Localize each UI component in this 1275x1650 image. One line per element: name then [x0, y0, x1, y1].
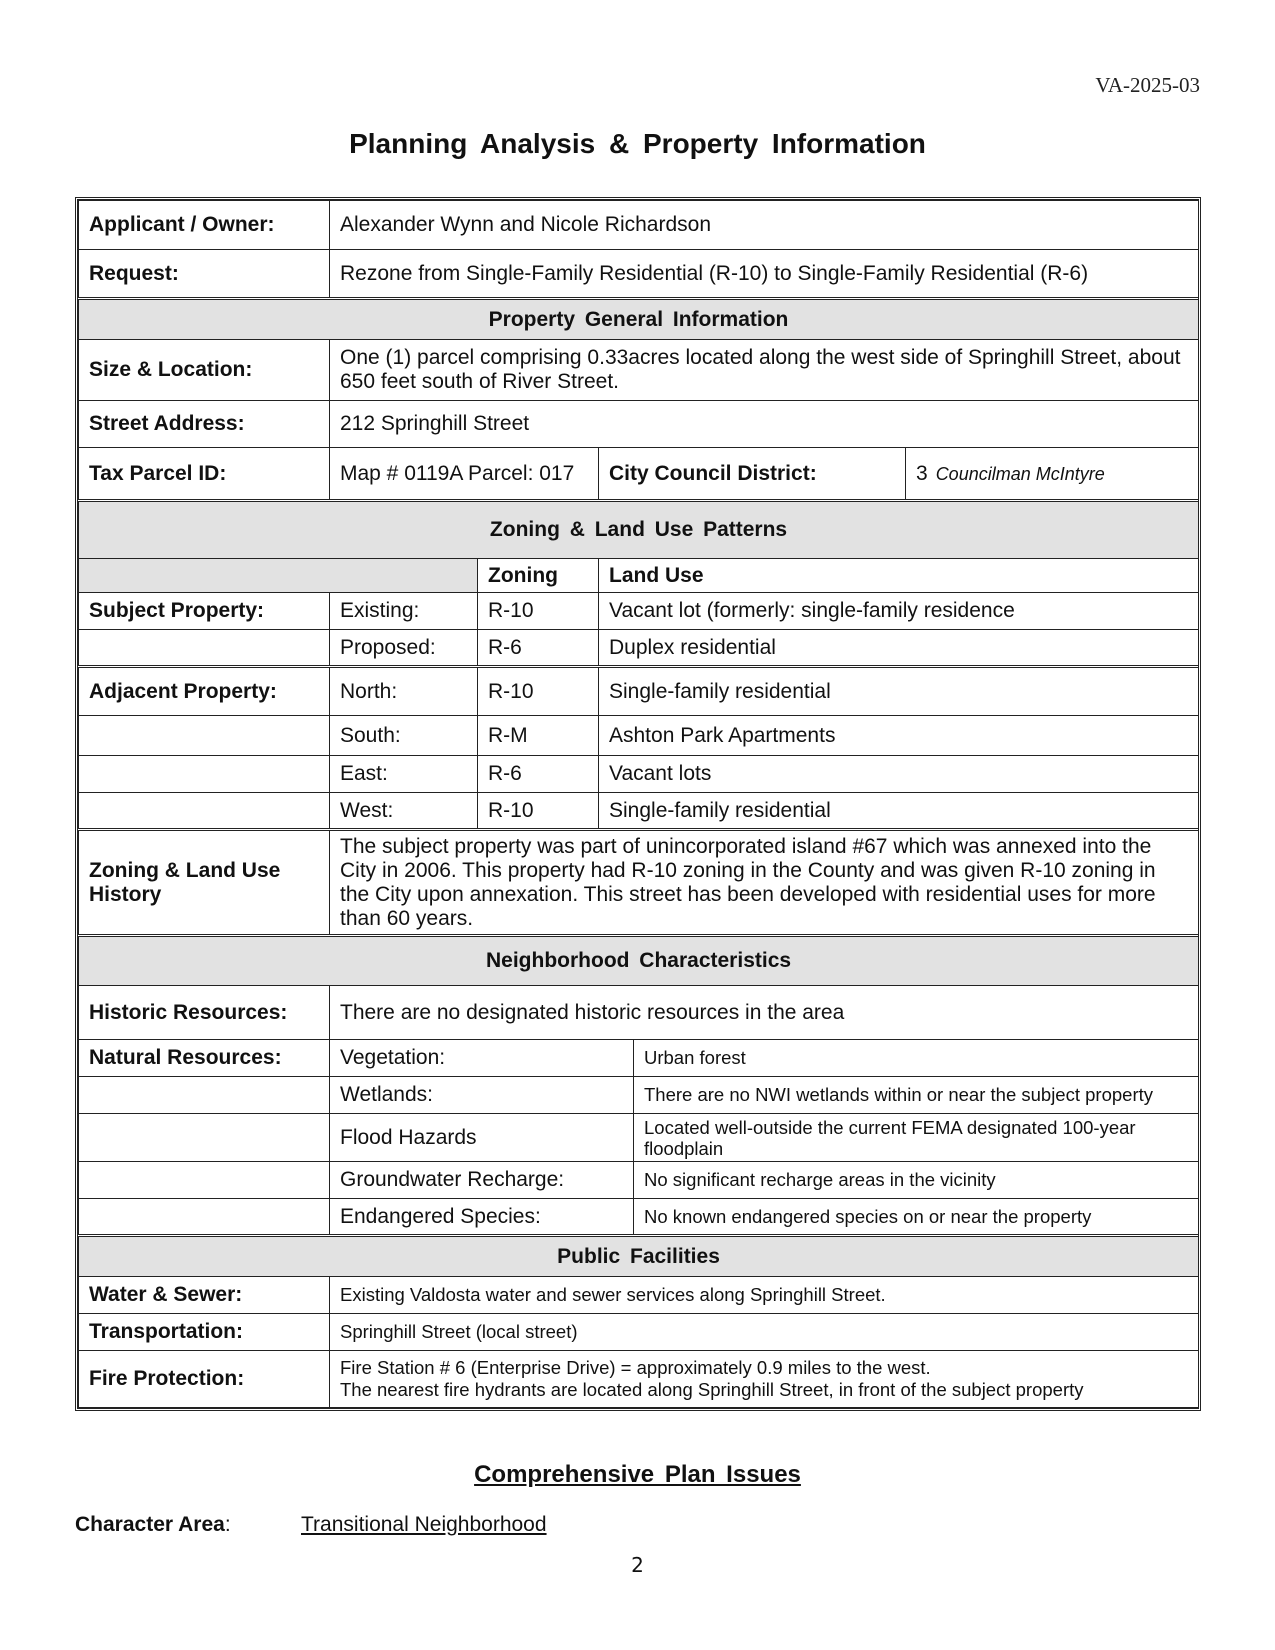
fire-label: Fire Protection:	[79, 1351, 330, 1408]
address-row	[79, 401, 1199, 448]
transport-row	[79, 1314, 1199, 1351]
adjacent-property-label: Adjacent Property:	[79, 667, 330, 716]
page-title: Planning Analysis & Property Information	[349, 128, 926, 159]
comprehensive-plan-heading: Comprehensive Plan Issues	[474, 1461, 801, 1488]
zoning-row	[79, 793, 1199, 830]
neighborhood-heading: Neighborhood Characteristics	[79, 936, 1199, 986]
character-area-value: Transitional Neighborhood	[301, 1513, 547, 1536]
character-area-colon: :	[224, 1513, 231, 1536]
applicant-row	[79, 201, 1199, 250]
fire-value	[330, 1351, 1199, 1408]
district-value	[906, 448, 1199, 501]
request-label: Request:	[79, 250, 330, 299]
natural-resource-row	[79, 1199, 1199, 1236]
zoning-row-use: Vacant lots	[599, 756, 1199, 793]
zoning-row-use: Single-family residential	[599, 667, 1199, 716]
zoning-row-direction: Existing:	[330, 593, 478, 630]
natural-resource-item: Vegetation:	[330, 1040, 634, 1077]
size-label: Size & Location:	[79, 340, 330, 401]
case-number: VA-2025-03	[1095, 73, 1200, 97]
transport-label: Transportation:	[79, 1314, 330, 1351]
history-label: Zoning & Land Use History	[79, 830, 330, 936]
natural-resource-value: No known endangered species on or near the property	[634, 1199, 1199, 1236]
address-label: Street Address:	[79, 401, 330, 448]
natural-resource-row	[79, 1114, 1199, 1162]
character-area-label: Character Area	[75, 1513, 225, 1536]
natural-resource-row	[79, 1040, 1199, 1077]
neighborhood-heading-row	[79, 936, 1199, 986]
zoning-column-header-row	[79, 559, 1199, 593]
general-heading-row	[79, 299, 1199, 340]
size-value: One (1) parcel comprising 0.33acres located along the west side of Springhill Street, about 650 feet south of River Street.	[330, 340, 1199, 401]
natural-resource-row	[79, 1162, 1199, 1199]
landuse-column-header: Land Use	[599, 559, 1199, 593]
zoning-column-header: Zoning	[478, 559, 599, 593]
zoning-row	[79, 593, 1199, 630]
district-number: 3	[916, 461, 928, 485]
zoning-row	[79, 630, 1199, 667]
zoning-row-use: Vacant lot (formerly: single-family residence	[599, 593, 1199, 630]
applicant-value: Alexander Wynn and Nicole Richardson	[330, 201, 1199, 250]
parcel-value: Map # 0119A Parcel: 017	[330, 448, 599, 501]
page-number: 2	[631, 1553, 644, 1577]
general-heading: Property General Information	[79, 299, 1199, 340]
applicant-label: Applicant / Owner:	[79, 201, 330, 250]
water-value: Existing Valdosta water and sewer services along Springhill Street.	[330, 1277, 1199, 1314]
zoning-row	[79, 756, 1199, 793]
zoning-row-use: Single-family residential	[599, 793, 1199, 830]
subject-property-label: Subject Property:	[79, 593, 330, 630]
natural-resource-value: Located well-outside the current FEMA designated 100-year floodplain	[634, 1114, 1199, 1162]
zoning-row-use: Ashton Park Apartments	[599, 716, 1199, 756]
natural-resource-item: Groundwater Recharge:	[330, 1162, 634, 1199]
natural-resource-item: Endangered Species:	[330, 1199, 634, 1236]
water-label: Water & Sewer:	[79, 1277, 330, 1314]
district-member: Councilman McIntyre	[935, 463, 1105, 484]
natural-resource-item: Wetlands:	[330, 1077, 634, 1114]
historic-value: There are no designated historic resources in the area	[330, 986, 1199, 1040]
historic-label: Historic Resources:	[79, 986, 330, 1040]
request-value: Rezone from Single-Family Residential (R-10) to Single-Family Residential (R-6)	[330, 250, 1199, 299]
zoning-row-use: Duplex residential	[599, 630, 1199, 667]
property-info-table	[75, 197, 1201, 1411]
zoning-row-zone: R-M	[478, 716, 599, 756]
natural-resource-value: No significant recharge areas in the vicinity	[634, 1162, 1199, 1199]
size-row	[79, 340, 1199, 401]
history-row	[79, 830, 1199, 936]
parcel-row	[79, 448, 1199, 501]
zoning-row-zone: R-6	[478, 630, 599, 667]
natural-resource-value: Urban forest	[634, 1040, 1199, 1077]
zoning-row-direction: South:	[330, 716, 478, 756]
natural-resource-item: Flood Hazards	[330, 1114, 634, 1162]
fire-line-1: Fire Station # 6 (Enterprise Drive) = approximately 0.9 miles to the west.	[340, 1357, 931, 1378]
transport-value: Springhill Street (local street)	[330, 1314, 1199, 1351]
fire-row	[79, 1351, 1199, 1408]
natural-resource-row	[79, 1077, 1199, 1114]
zoning-heading: Zoning & Land Use Patterns	[79, 501, 1199, 559]
zoning-heading-row	[79, 501, 1199, 559]
zoning-row-zone: R-10	[478, 793, 599, 830]
zoning-row-direction: West:	[330, 793, 478, 830]
zoning-row-zone: R-6	[478, 756, 599, 793]
fire-line-2: The nearest fire hydrants are located along Springhill Street, in front of the subject property	[340, 1379, 1084, 1400]
historic-row	[79, 986, 1199, 1040]
character-area-row	[75, 1513, 547, 1537]
zoning-row	[79, 716, 1199, 756]
natural-resources-label: Natural Resources:	[79, 1040, 330, 1077]
zoning-row-zone: R-10	[478, 593, 599, 630]
address-value: 212 Springhill Street	[330, 401, 1199, 448]
zoning-row-direction: East:	[330, 756, 478, 793]
history-value: The subject property was part of unincorporated island #67 which was annexed into the City in 2006. This property had R-10 zoning in the County and was given R-10 zoning in the City upon annexation. This street has been developed with residential uses for more than 60 years.	[330, 830, 1199, 936]
water-row	[79, 1277, 1199, 1314]
parcel-label: Tax Parcel ID:	[79, 448, 330, 501]
facilities-heading: Public Facilities	[79, 1236, 1199, 1277]
district-label: City Council District:	[599, 448, 906, 501]
zoning-row-zone: R-10	[478, 667, 599, 716]
zoning-row-direction: Proposed:	[330, 630, 478, 667]
zoning-row	[79, 667, 1199, 716]
zoning-row-direction: North:	[330, 667, 478, 716]
facilities-heading-row	[79, 1236, 1199, 1277]
natural-resource-value: There are no NWI wetlands within or near the subject property	[634, 1077, 1199, 1114]
request-row	[79, 250, 1199, 299]
